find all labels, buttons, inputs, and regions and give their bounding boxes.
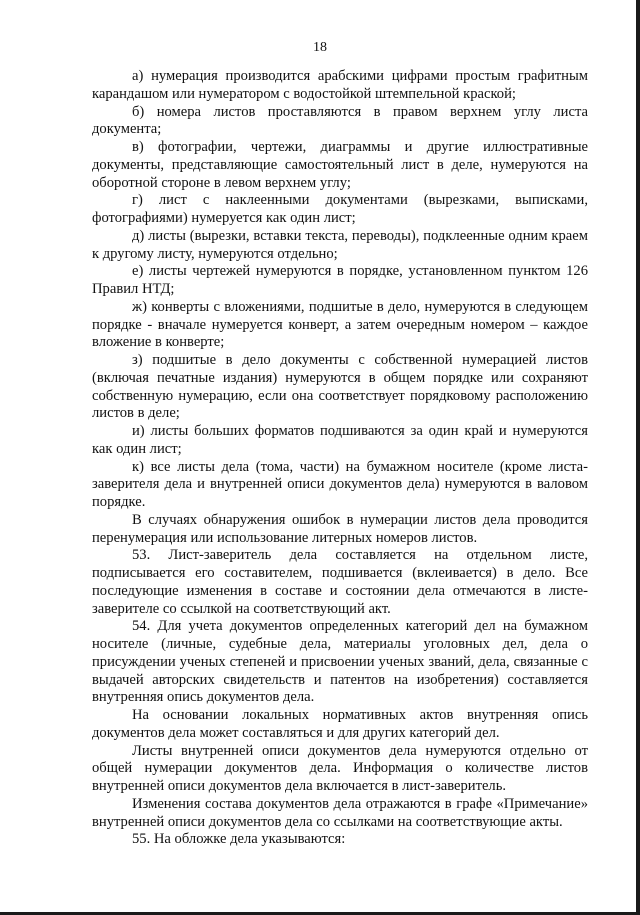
paragraph-item-zh: ж) конверты с вложениями, подшитые в дело, нумеруются в следующем порядке - вначале нумеруется конверт, а затем очередным номером – каждое вложение в конверте; [92, 298, 588, 351]
paragraph-53: 53. Лист-заверитель дела составляется на отдельном листе, подписывается его составителем, подшивается (вклеивается) в дело. Все последующие изменения в составе и состоянии дела отмечаются в листе-заверителе со ссылкой на соответствующий акт. [92, 547, 588, 617]
paragraph-55: 55. На обложке дела указываются: [132, 831, 346, 848]
page-number: 18 [313, 40, 327, 55]
paragraph-item-i: и) листы больших форматов подшиваются за один край и нумеруются как один лист; [92, 423, 588, 457]
document-body [92, 68, 588, 849]
paragraph-item-b: б) номера листов проставляются в правом верхнем углу листа документа; [92, 103, 588, 138]
paragraph-54: 54. Для учета документов определенных категорий дел на бумажном носителе (личные, судебные дела, материалы уголовных дел, дела о присуждении ученых степеней и присвоении ученых званий, дела, связанные с выдачей авторских свидетельств и патентов на изобретения) составляется внутренняя опись документов дела. [92, 618, 588, 706]
paragraph-item-k: к) все листы дела (тома, части) на бумажном носителе (кроме листа-заверителя дела и внутренней описи документов дела) нумеруются в валовом порядке. [92, 458, 588, 510]
paragraph-item-v: в) фотографии, чертежи, диаграммы и другие иллюстративные документы, представляющие самостоятельный лист в деле, нумеруются на оборотной стороне в левом верхнем углу; [92, 139, 588, 191]
paragraph-item-z: з) подшитые в дело документы с собственной нумерацией листов (включая печатные издания) нумеруются в общем порядке или сохраняют собственную нумерацию, если она соответствует порядковому расположению листов в деле; [92, 352, 588, 422]
paragraph-local-acts: На основании локальных нормативных актов внутренняя опись документов дела может составляться и для других категорий дел. [92, 707, 588, 741]
paragraph-inventory-sheets: Листы внутренней описи документов дела нумеруются отдельно от общей нумерации документов дела. Информация о количестве листов внутренней описи документов дела включается в лист-заверитель. [92, 742, 588, 794]
paragraph-changes: Изменения состава документов дела отражаются в графе «Примечание» внутренней описи документов дела со ссылками на соответствующие акты. [92, 795, 588, 830]
paragraph-item-a: а) нумерация производится арабскими цифрами простым графитным карандашом или нумератором с водостойкой штемпельной краской; [92, 68, 588, 102]
paragraph-item-d: д) листы (вырезки, вставки текста, переводы), подклеенные одним краем к другому листу, нумеруются отдельно; [92, 227, 588, 262]
scan-edge-right [636, 0, 640, 915]
paragraph-item-e: е) листы чертежей нумеруются в порядке, установленном пунктом 126 Правил НТД; [92, 263, 588, 297]
paragraph-item-g: г) лист с наклеенными документами (вырезками, выписками, фотографиями) нумеруется как один лист; [92, 192, 588, 226]
paragraph-renumbering: В случаях обнаружения ошибок в нумерации листов дела проводится перенумерация или использование литерных номеров листов. [92, 511, 588, 546]
